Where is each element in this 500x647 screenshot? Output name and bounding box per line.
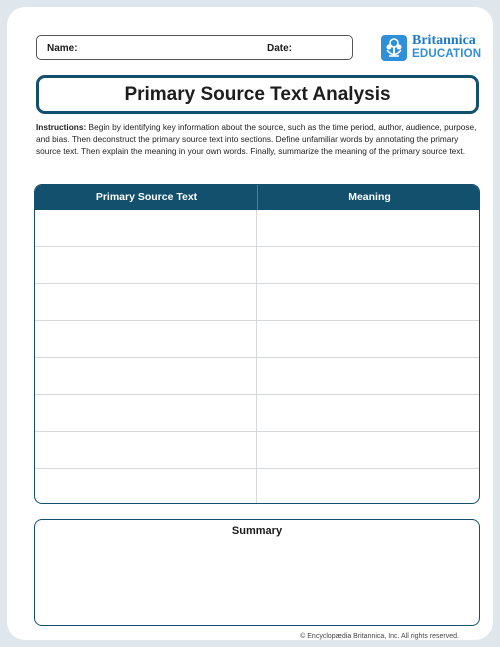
name-date-bar <box>36 35 353 60</box>
name-field-label: Name: <box>47 43 78 54</box>
table-row <box>35 321 479 358</box>
meaning-cell[interactable] <box>258 321 480 357</box>
meaning-cell[interactable] <box>258 395 480 431</box>
meaning-cell[interactable] <box>258 210 480 246</box>
summary-title: Summary <box>231 525 283 537</box>
summary-box[interactable] <box>34 519 480 626</box>
britannica-tree-icon <box>381 35 407 61</box>
instructions-paragraph <box>36 121 482 158</box>
table-header <box>35 185 479 210</box>
page-title: Primary Source Text Analysis <box>36 75 479 114</box>
analysis-table <box>34 184 480 504</box>
source-text-cell[interactable] <box>35 358 257 394</box>
date-field-label: Date: <box>267 43 293 54</box>
column-header-primary-source-text: Primary Source Text <box>95 191 198 203</box>
table-row <box>35 247 479 284</box>
instructions-label: Instructions: <box>36 122 87 132</box>
source-text-cell[interactable] <box>35 284 257 320</box>
source-text-cell[interactable] <box>35 469 257 504</box>
meaning-cell[interactable] <box>258 358 480 394</box>
table-row <box>35 395 479 432</box>
column-header-meaning: Meaning <box>348 191 391 203</box>
worksheet-page <box>7 7 493 640</box>
instructions-text: Begin by identifying key information about the source, such as the time period, author, audience, purpose, and bias. Then deconstruct the primary source text into sections. Define unfamiliar words by annotating the primary source text. Then explain the meaning in your own words. Finally, summarize the meaning of the primary source text. <box>36 122 477 157</box>
table-row <box>35 210 479 247</box>
meaning-cell[interactable] <box>258 284 480 320</box>
table-row <box>35 469 479 504</box>
logo-wordmark: Britannica <box>412 33 476 48</box>
source-text-cell[interactable] <box>35 247 257 283</box>
table-body <box>35 210 479 504</box>
meaning-cell[interactable] <box>258 469 480 504</box>
source-text-cell[interactable] <box>35 321 257 357</box>
table-row <box>35 284 479 321</box>
table-row <box>35 432 479 469</box>
source-text-cell[interactable] <box>35 395 257 431</box>
britannica-logo <box>381 34 481 62</box>
table-row <box>35 358 479 395</box>
logo-subtitle: EDUCATION <box>412 48 482 60</box>
source-text-cell[interactable] <box>35 210 257 246</box>
copyright-footer: © Encyclopædia Britannica, Inc. All rights reserved. <box>300 633 459 640</box>
meaning-cell[interactable] <box>258 247 480 283</box>
meaning-cell[interactable] <box>258 432 480 468</box>
source-text-cell[interactable] <box>35 432 257 468</box>
